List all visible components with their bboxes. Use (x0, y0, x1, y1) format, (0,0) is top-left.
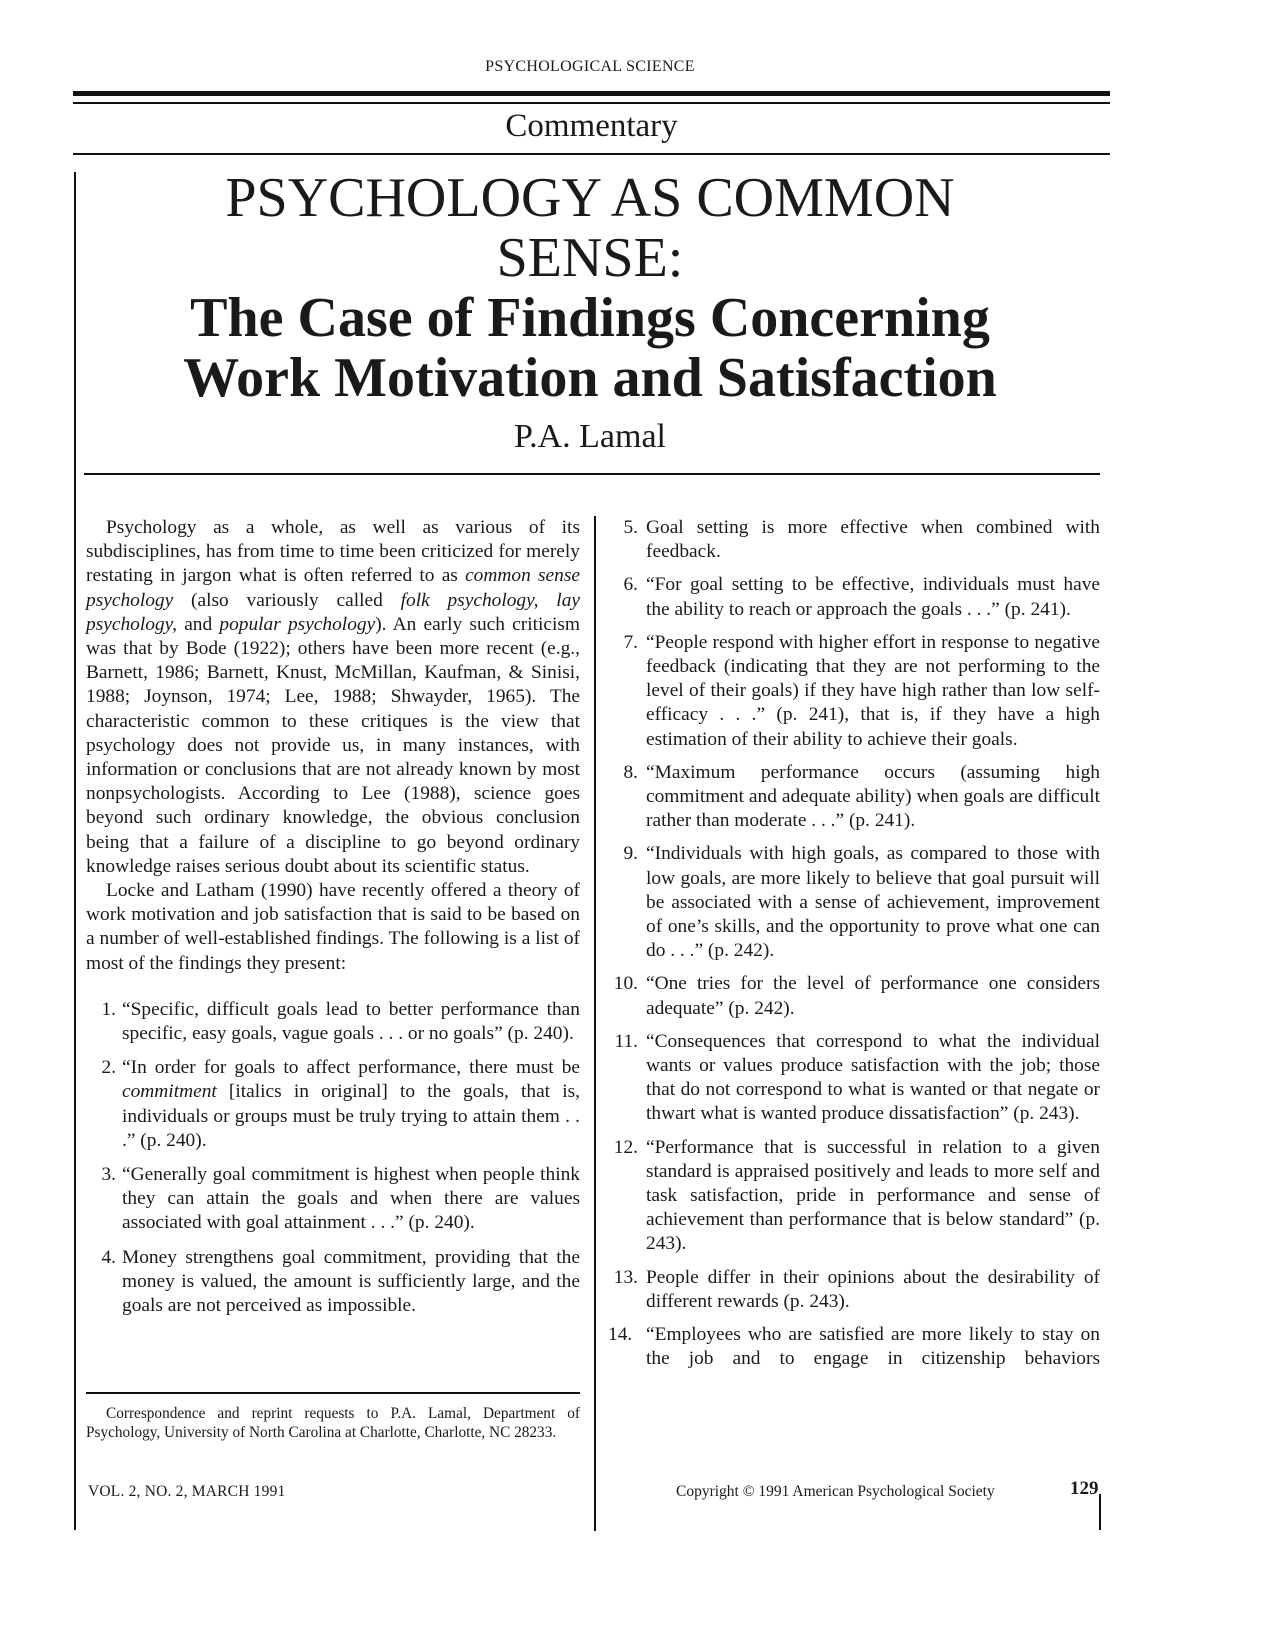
finding-text: [italics in original] to the goals, that is, individuals or groups must be truly trying to attain them . . .” (p. 240). (122, 1081, 580, 1151)
intro-paragraph-2: Locke and Latham (1990) have recently offered a theory of work motivation and job satisfaction that is said to be based on a number of well-established findings. The following is a list of most of the findings they present: (86, 880, 580, 974)
finding-text: Money strengthens goal commitment, providing that the money is valued, the amount is sufficiently large, and the goals are not perceived as impossible. (122, 1246, 580, 1317)
finding-italic: commitment (122, 1081, 217, 1103)
finding-number: 1. (101, 998, 116, 1020)
right-column (608, 516, 1100, 1381)
intro-paragraph-1 (86, 516, 580, 879)
finding-number: 2. (101, 1057, 116, 1079)
finding-number: 6. (623, 574, 638, 596)
title-bottom-rule (84, 473, 1100, 475)
intro-italic-term: popular psychology (219, 613, 376, 635)
finding-item (608, 631, 1100, 752)
intro-text: and (177, 613, 220, 635)
correspondence-footnote (86, 1404, 580, 1442)
finding-text: “For goal setting to be effective, individuals must have the ability to reach or approach the goals . . .” (p. 241). (646, 574, 1100, 620)
finding-text: “Performance that is successful in relation to a given standard is appraised positively and leads to more self and task satisfaction, pride in performance and sense of achievement than performance that is below standard” (p. 243). (646, 1136, 1100, 1255)
finding-number: 14. (608, 1324, 633, 1346)
title-line-2: SENSE: (496, 227, 684, 289)
finding-item (608, 1323, 1100, 1371)
footnote-text: Correspondence and reprint requests to P.A. Lamal, Department of Psychology, University of North Carolina at Charlotte, Charlotte, NC 28233. (86, 1405, 580, 1441)
finding-number: 7. (623, 631, 638, 653)
finding-text: “People respond with higher effort in response to negative feedback (indicating that they are not performing to the level of their goals) if they have high rather than low self-efficacy . . .” (p. 241), that is, if they have a high estimation of their ability to achieve their goals. (646, 631, 1100, 750)
right-border-line (1099, 1494, 1101, 1530)
author-name: P.A. Lamal (513, 418, 667, 455)
finding-number: 3. (101, 1164, 116, 1186)
header-thick-rule (73, 91, 1110, 96)
section-rule (73, 153, 1110, 155)
title-line-3: The Case of Findings Concerning (190, 287, 990, 349)
intro-text: ). An early such criticism was that by Bode (1922); others have been more recent (e.g., Barnett, 1986; Barnett, Knust, McMillan, Kaufman, & Sinisi, 1988; Joynson, 1974; Lee, 1988; Shwayder, 1965). The characteristic common to these critiques is the view that psychology does not provide us, in many instances, with information or conclusions that are not already known by most nonpsychologists. According to Lee (1988), science goes beyond such ordinary knowledge, the obvious conclusion being that a failure of a discipline to go beyond ordinary knowledge raises serious doubt about its scientific status. (86, 613, 580, 877)
left-column (86, 516, 580, 1328)
finding-number: 4. (101, 1246, 116, 1268)
finding-number: 12. (613, 1136, 638, 1158)
intro-italic-term: folk psychology, lay psychology, (86, 589, 580, 635)
findings-list-right (608, 516, 1100, 1372)
finding-item (608, 1136, 1100, 1257)
finding-text: “One tries for the level of performance one considers adequate” (p. 242). (646, 973, 1100, 1019)
intro-text: Psychology as a whole, as well as various of its subdisciplines, has from time to time been criticized for merely restating in jargon what is often referred to as (86, 517, 580, 587)
footnote-rule (86, 1392, 580, 1394)
column-divider (594, 516, 596, 1531)
finding-text: “Generally goal commitment is highest when people think they can attain the goals and when there are values associated with goal attainment . . .” (p. 240). (122, 1164, 580, 1234)
finding-item (608, 573, 1100, 621)
article-title (80, 168, 1100, 408)
title-line-1: PSYCHOLOGY AS COMMON (225, 167, 955, 229)
left-border-line (74, 172, 76, 1530)
finding-number: 10. (613, 973, 638, 995)
finding-number: 9. (623, 843, 638, 865)
findings-list-left (86, 998, 580, 1318)
finding-number: 5. (623, 517, 638, 538)
finding-item (86, 1246, 580, 1319)
intro-text: (also variously called (173, 589, 401, 611)
finding-number: 8. (623, 761, 638, 783)
finding-text: “Specific, difficult goals lead to better performance than specific, easy goals, vague goals . . . or no goals” (p. 240). (122, 998, 580, 1045)
finding-item (86, 1056, 580, 1153)
intro-italic-term: common sense psychology (86, 565, 580, 611)
section-label: Commentary (505, 108, 678, 144)
finding-text: People differ in their opinions about the desirability of different rewards (p. 243). (646, 1266, 1100, 1312)
running-head: PSYCHOLOGICAL SCIENCE (485, 58, 695, 75)
finding-item (608, 972, 1100, 1020)
finding-text: “In order for goals to affect performance, there must be (122, 1057, 580, 1079)
finding-number: 11. (614, 1030, 638, 1052)
page-number: 129 (1070, 1478, 1099, 1499)
volume-info: VOL. 2, NO. 2, MARCH 1991 (88, 1483, 286, 1500)
finding-text: “Maximum performance occurs (assuming high commitment and adequate ability) when goals are difficult rather than moderate . . .” (p. 241). (646, 761, 1100, 832)
finding-item (608, 842, 1100, 963)
finding-text: “Consequences that correspond to what the individual wants or values produce satisfaction with the job; those that do not correspond to what is wanted or that negate or thwart what is wanted produce dissatisfaction” (p. 243). (646, 1030, 1100, 1125)
title-line-4: Work Motivation and Satisfaction (183, 347, 997, 409)
finding-text: “Individuals with high goals, as compared to those with low goals, are more likely to believe that goal pursuit will be associated with a sense of achievement, improvement of one’s skills, and the opportunity to prove what one can do . . .” (p. 242). (646, 843, 1100, 962)
finding-item (608, 1030, 1100, 1127)
header-thin-rule (73, 102, 1110, 104)
finding-text: Goal setting is more effective when combined with feedback. (646, 517, 1100, 563)
finding-item (608, 1266, 1100, 1314)
finding-item (608, 761, 1100, 834)
finding-item (608, 516, 1100, 564)
finding-number: 13. (613, 1266, 638, 1288)
finding-item (86, 998, 580, 1046)
finding-item (86, 1163, 580, 1236)
finding-text: “Employees who are satisfied are more likely to stay on the job and to engage in citizenship behaviors (646, 1324, 1100, 1370)
copyright-notice: Copyright © 1991 American Psychological Society (676, 1483, 995, 1500)
